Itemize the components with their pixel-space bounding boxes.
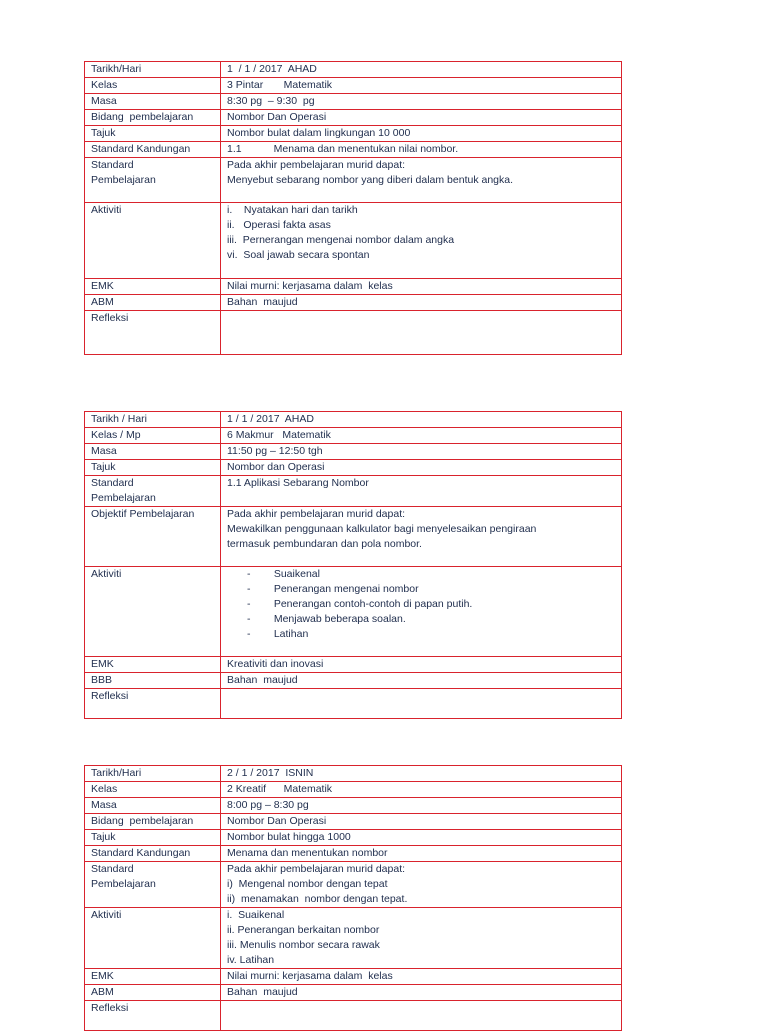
row-label: Tarikh / Hari xyxy=(85,412,221,428)
table-row xyxy=(85,798,622,814)
row-label: ABM xyxy=(85,295,221,311)
table-row xyxy=(85,78,622,94)
row-label: Bidang pembelajaran xyxy=(85,110,221,126)
row-value: 2 / 1 / 2017 ISNIN xyxy=(221,766,622,782)
row-label: Aktiviti xyxy=(85,567,221,657)
row-label: Aktiviti xyxy=(85,908,221,969)
row-value: Nombor Dan Operasi xyxy=(221,814,622,830)
table-row xyxy=(85,279,622,295)
row-value: i. Suaikenal ii. Penerangan berkaitan nombor iii. Menulis nombor secara rawak iv. Latihan xyxy=(221,908,622,969)
table-row xyxy=(85,814,622,830)
row-label: Refleksi xyxy=(85,689,221,719)
table-row xyxy=(85,657,622,673)
row-value: 11:50 pg – 12:50 tgh xyxy=(221,444,622,460)
row-label: Masa xyxy=(85,798,221,814)
row-value: Pada akhir pembelajaran murid dapat: i) Mengenal nombor dengan tepat ii) menamakan nombor dengan tepat. xyxy=(221,862,622,908)
table-row xyxy=(85,311,622,355)
row-value: 1 / 1 / 2017 AHAD xyxy=(221,62,622,78)
row-label: Standard Pembelajaran xyxy=(85,158,221,203)
table-row xyxy=(85,295,622,311)
row-label: Masa xyxy=(85,444,221,460)
row-value xyxy=(221,689,622,719)
table-row xyxy=(85,460,622,476)
table-row xyxy=(85,908,622,969)
row-value: 3 Pintar Matematik xyxy=(221,78,622,94)
row-value: Menama dan menentukan nombor xyxy=(221,846,622,862)
table-row xyxy=(85,567,622,657)
row-label: Kelas xyxy=(85,78,221,94)
row-value: Bahan maujud xyxy=(221,673,622,689)
table-row xyxy=(85,689,622,719)
row-label: Standard Kandungan xyxy=(85,846,221,862)
row-label: Standard Pembelajaran xyxy=(85,476,221,507)
row-label: Tajuk xyxy=(85,830,221,846)
row-label: Masa xyxy=(85,94,221,110)
row-value: Nilai murni: kerjasama dalam kelas xyxy=(221,279,622,295)
row-label: Tarikh/Hari xyxy=(85,62,221,78)
row-value: - Suaikenal - Penerangan mengenai nombor - Penerangan contoh-contoh di papan putih. - Menjawab beberapa soalan. - Latihan xyxy=(221,567,622,657)
row-label: ABM xyxy=(85,985,221,1001)
row-value: Bahan maujud xyxy=(221,295,622,311)
row-label: EMK xyxy=(85,657,221,673)
row-value: 8:30 pg – 9:30 pg xyxy=(221,94,622,110)
row-label: Refleksi xyxy=(85,311,221,355)
lesson-plan-table-1 xyxy=(84,61,622,355)
row-label: Aktiviti xyxy=(85,203,221,279)
row-label: Tajuk xyxy=(85,460,221,476)
table-row xyxy=(85,412,622,428)
row-label: Objektif Pembelajaran xyxy=(85,507,221,567)
row-value: Nombor bulat dalam lingkungan 10 000 xyxy=(221,126,622,142)
row-value: Nombor bulat hingga 1000 xyxy=(221,830,622,846)
row-label: Standard Pembelajaran xyxy=(85,862,221,908)
row-label: Kelas xyxy=(85,782,221,798)
row-value xyxy=(221,1001,622,1031)
table-row xyxy=(85,782,622,798)
row-value: Pada akhir pembelajaran murid dapat: Mewakilkan penggunaan kalkulator bagi menyelesaikan pengiraan termasuk pembundaran dan pola nombor. xyxy=(221,507,622,567)
table-row xyxy=(85,203,622,279)
row-label: Tarikh/Hari xyxy=(85,766,221,782)
table-row xyxy=(85,507,622,567)
row-value: Kreativiti dan inovasi xyxy=(221,657,622,673)
row-label: Tajuk xyxy=(85,126,221,142)
row-label: EMK xyxy=(85,969,221,985)
row-label: Bidang pembelajaran xyxy=(85,814,221,830)
row-value: Nombor dan Operasi xyxy=(221,460,622,476)
row-value: Nilai murni: kerjasama dalam kelas xyxy=(221,969,622,985)
lesson-plan-table-3 xyxy=(84,765,622,1031)
row-value: 8:00 pg – 8:30 pg xyxy=(221,798,622,814)
row-value xyxy=(221,311,622,355)
row-value: 6 Makmur Matematik xyxy=(221,428,622,444)
row-value: 2 Kreatif Matematik xyxy=(221,782,622,798)
row-label: Refleksi xyxy=(85,1001,221,1031)
row-value: 1 / 1 / 2017 AHAD xyxy=(221,412,622,428)
table-row xyxy=(85,985,622,1001)
table-row xyxy=(85,830,622,846)
table-row xyxy=(85,94,622,110)
table-row xyxy=(85,444,622,460)
table-row xyxy=(85,969,622,985)
row-value: 1.1 Menama dan menentukan nilai nombor. xyxy=(221,142,622,158)
table-row xyxy=(85,766,622,782)
row-value: Nombor Dan Operasi xyxy=(221,110,622,126)
table-row xyxy=(85,110,622,126)
table-row xyxy=(85,862,622,908)
table-row xyxy=(85,846,622,862)
table-row xyxy=(85,476,622,507)
table-row xyxy=(85,673,622,689)
table-row xyxy=(85,158,622,203)
table-row xyxy=(85,142,622,158)
table-row xyxy=(85,126,622,142)
row-label: Kelas / Mp xyxy=(85,428,221,444)
table-row xyxy=(85,428,622,444)
row-label: EMK xyxy=(85,279,221,295)
row-value: Bahan maujud xyxy=(221,985,622,1001)
row-label: Standard Kandungan xyxy=(85,142,221,158)
table-row xyxy=(85,62,622,78)
table-row xyxy=(85,1001,622,1031)
row-value: 1.1 Aplikasi Sebarang Nombor xyxy=(221,476,622,507)
row-label: BBB xyxy=(85,673,221,689)
row-value: i. Nyatakan hari dan tarikh ii. Operasi fakta asas iii. Pernerangan mengenai nombor dalam angka vi. Soal jawab secara spontan xyxy=(221,203,622,279)
lesson-plan-table-2 xyxy=(84,411,622,719)
row-value: Pada akhir pembelajaran murid dapat: Menyebut sebarang nombor yang diberi dalam bentuk angka. xyxy=(221,158,622,203)
